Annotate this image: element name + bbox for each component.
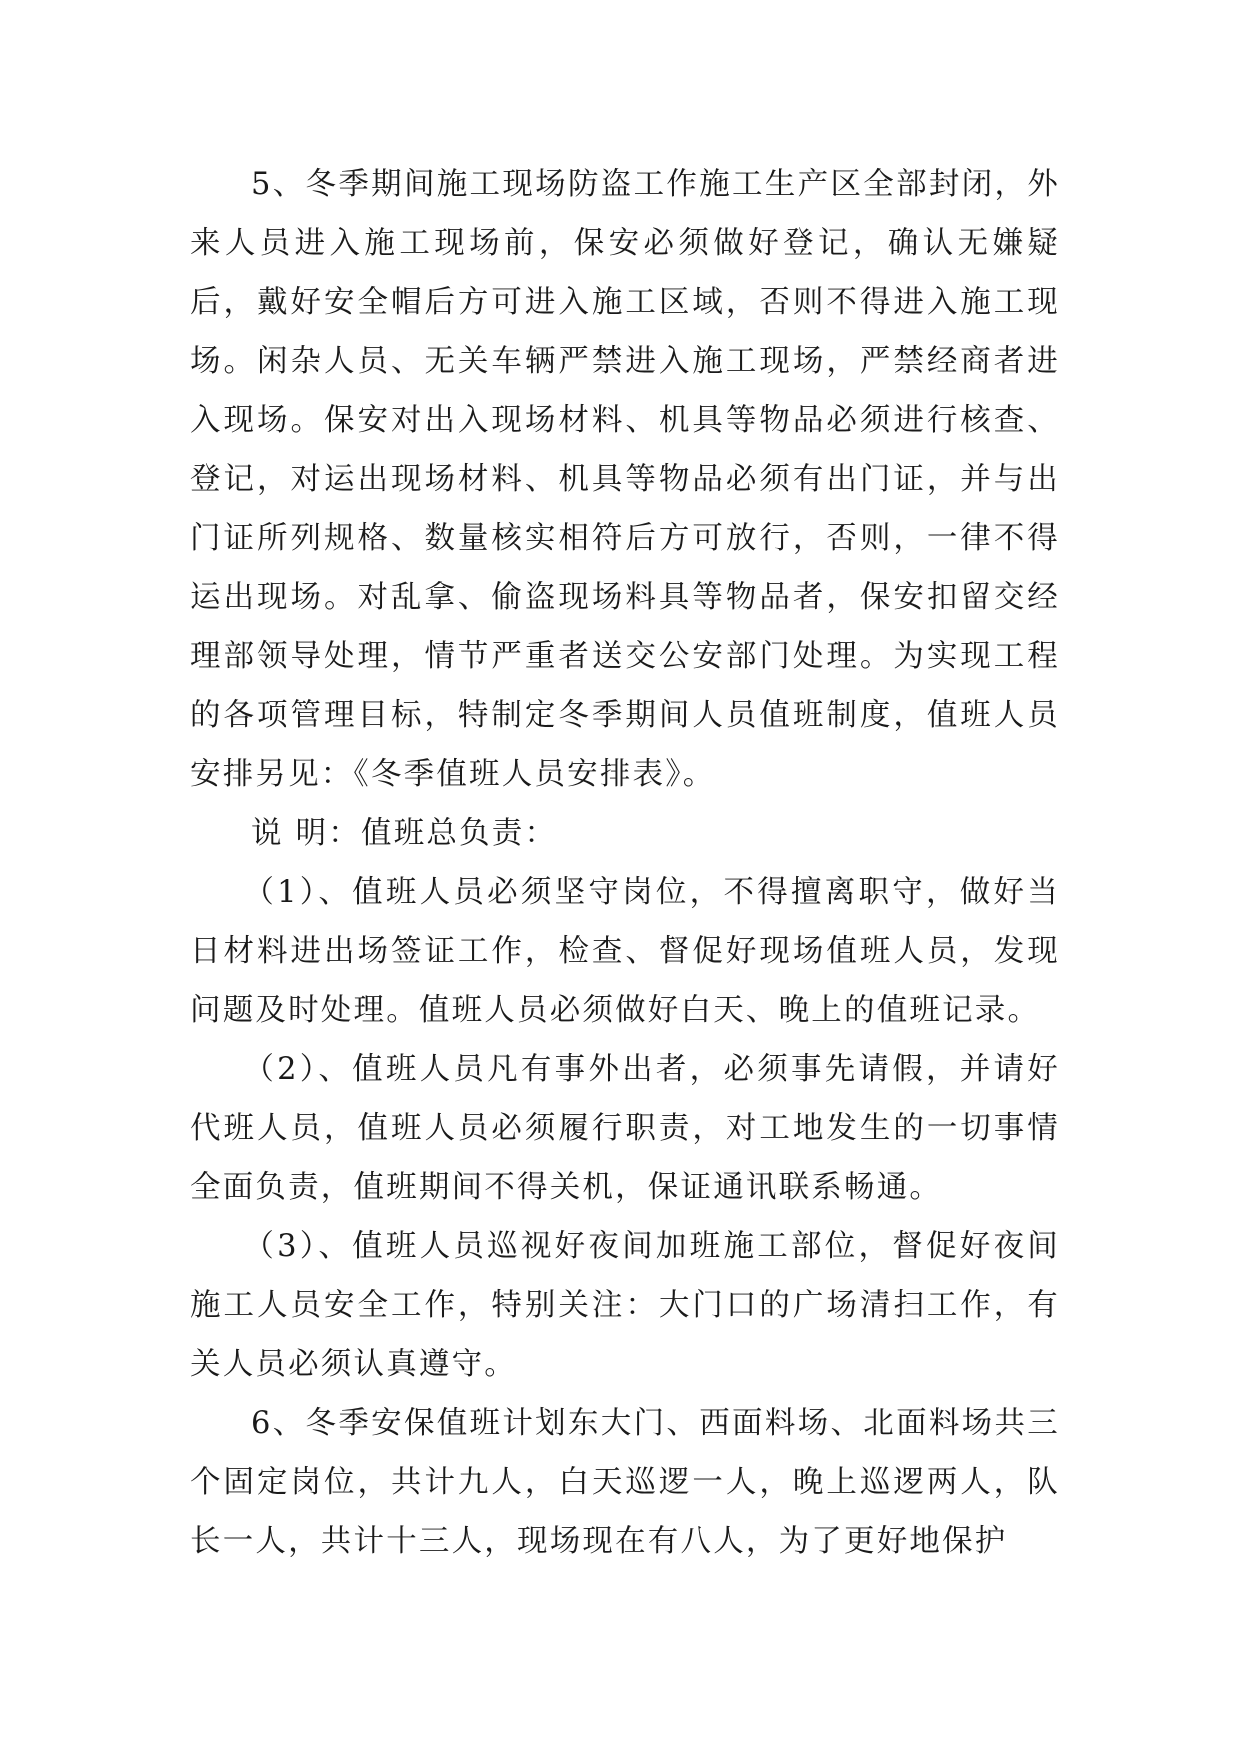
document-body (190, 155, 1060, 1571)
paragraph-duty-rule-1: （1）、值班人员必须坚守岗位，不得擅离职守，做好当日材料进出场签证工作，检查、督促好现场值班人员，发现问题及时处理。值班人员必须做好白天、晚上的值班记录。 (190, 875, 1060, 1028)
paragraph-item-5-theft-prevention: 5、冬季期间施工现场防盗工作施工生产区全部封闭，外来人员进入施工现场前，保安必须做好登记，确认无嫌疑后，戴好安全帽后方可进入施工区域，否则不得进入施工现场。闲杂人员、无关车辆严禁进入施工现场，严禁经商者进入现场。保安对出入现场材料、机具等物品必须进行核查、登记，对运出现场材料、机具等物品必须有出门证，并与出门证所列规格、数量核实相符后方可放行，否则，一律不得运出现场。对乱拿、偷盗现场料具等物品者，保安扣留交经理部领导处理，情节严重者送交公安部门处理。为实现工程的各项管理目标，特制定冬季期间人员值班制度，值班人员安排另见：《冬季值班人员安排表》。 (190, 167, 1060, 792)
paragraph-duty-note-heading: 说 明：值班总负责： (251, 816, 558, 851)
paragraph-duty-rule-3: （3）、值班人员巡视好夜间加班施工部位，督促好夜间施工人员安全工作，特别关注：大门口的广场清扫工作，有关人员必须认真遵守。 (190, 1229, 1060, 1382)
paragraph-item-6-security-plan: 6、冬季安保值班计划东大门、西面料场、北面料场共三个固定岗位，共计九人，白天巡逻一人，晚上巡逻两人，队长一人，共计十三人，现场现在有八人，为了更好地保护 (190, 1406, 1060, 1559)
paragraph-duty-rule-2: （2）、值班人员凡有事外出者，必须事先请假，并请好代班人员，值班人员必须履行职责，对工地发生的一切事情全面负责，值班期间不得关机，保证通讯联系畅通。 (190, 1052, 1060, 1205)
